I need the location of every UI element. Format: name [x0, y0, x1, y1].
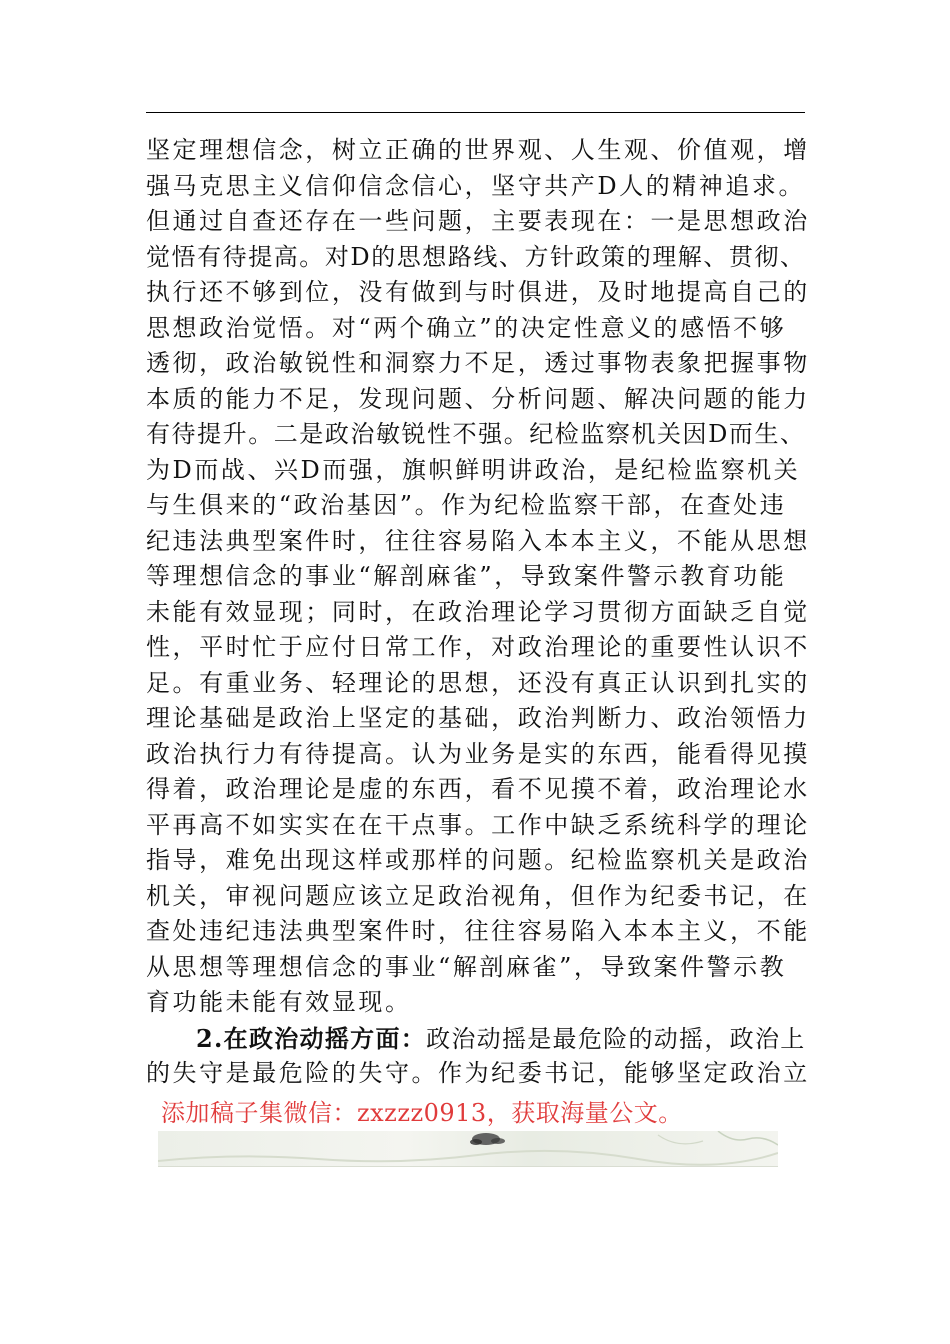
section-2-text: 政治动摇是最危险的动摇，政治上: [426, 1024, 806, 1053]
text-line: 思想政治觉悟。对“两个确立”的决定性意义的感悟不够: [146, 313, 787, 342]
section-2-heading: 2.在政治动摇方面：: [196, 1023, 427, 1053]
text-line: 的失守是最危险的失守。作为纪委书记，能够坚定政治立: [146, 1059, 810, 1087]
text-line: 查处违纪违法典型案件时，往往容易陷入本本主义，不能: [146, 917, 810, 945]
text-line: 性，平时忙于应付日常工作，对政治理论的重要性认识不: [146, 633, 810, 661]
text-line: 为D而战、兴D而强，旗帜鲜明讲政治，是纪检监察机关: [146, 455, 801, 484]
text-line: 有待提升。二是政治敏锐性不强。纪检监察机关因D而生、: [146, 420, 806, 448]
text-line: 与生俱来的“政治基因”。作为纪检监察干部，在查处违: [146, 491, 787, 519]
text-line: 执行还不够到位，没有做到与时俱进，及时地提高自己的: [146, 278, 810, 306]
text-line: 觉悟有待提高。对D的思想路线、方针政策的理解、贯彻、: [146, 242, 806, 271]
section-2-first-line: [146, 1021, 810, 1057]
landscape-decoration-icon: [158, 1131, 778, 1166]
text-line: 从思想等理想信念的事业“解剖麻雀”，导致案件警示教: [146, 952, 787, 981]
text-line: 理论基础是政治上坚定的基础，政治判断力、政治领悟力: [146, 704, 810, 732]
text-line: 等理想信念的事业“解剖麻雀”，导致案件警示教育功能: [146, 562, 787, 590]
text-line: 坚定理想信念，树立正确的世界观、人生观、价值观，增: [146, 136, 810, 164]
text-line: 足。有重业务、轻理论的思想，还没有真正认识到扎实的: [146, 668, 810, 697]
text-line: 政治执行力有待提高。认为业务是实的东西，能看得见摸: [146, 739, 810, 768]
text-line: 透彻，政治敏锐性和洞察力不足，透过事物表象把握事物: [146, 349, 810, 377]
text-line: 强马克思主义信仰信念信心，坚守共产D人的精神追求。: [146, 171, 805, 200]
promo-watermark-text: 添加稿子集微信：zxzzz0913，获取海量公文。: [161, 1099, 683, 1127]
text-line: 未能有效显现；同时，在政治理论学习贯彻方面缺乏自觉: [146, 597, 810, 626]
text-line: 机关，审视问题应该立足政治视角，但作为纪委书记，在: [146, 881, 810, 910]
text-line: 纪违法典型案件时，往往容易陷入本本主义，不能从思想: [146, 526, 810, 555]
text-line: 得着，政治理论是虚的东西，看不见摸不着，政治理论水: [146, 775, 810, 803]
text-line: 但通过自查还存在一些问题，主要表现在：一是思想政治: [146, 207, 810, 235]
text-line: 本质的能力不足，发现问题、分析问题、解决问题的能力: [146, 384, 810, 413]
text-line: 育功能未能有效显现。: [146, 988, 412, 1016]
header-rule: [146, 112, 805, 113]
text-line: 指导，难免出现这样或那样的问题。纪检监察机关是政治: [146, 846, 810, 874]
body-text: [146, 133, 810, 1092]
decorative-banner-image: [158, 1131, 778, 1167]
text-line: 平再高不如实实在在干点事。工作中缺乏系统科学的理论: [146, 810, 810, 839]
